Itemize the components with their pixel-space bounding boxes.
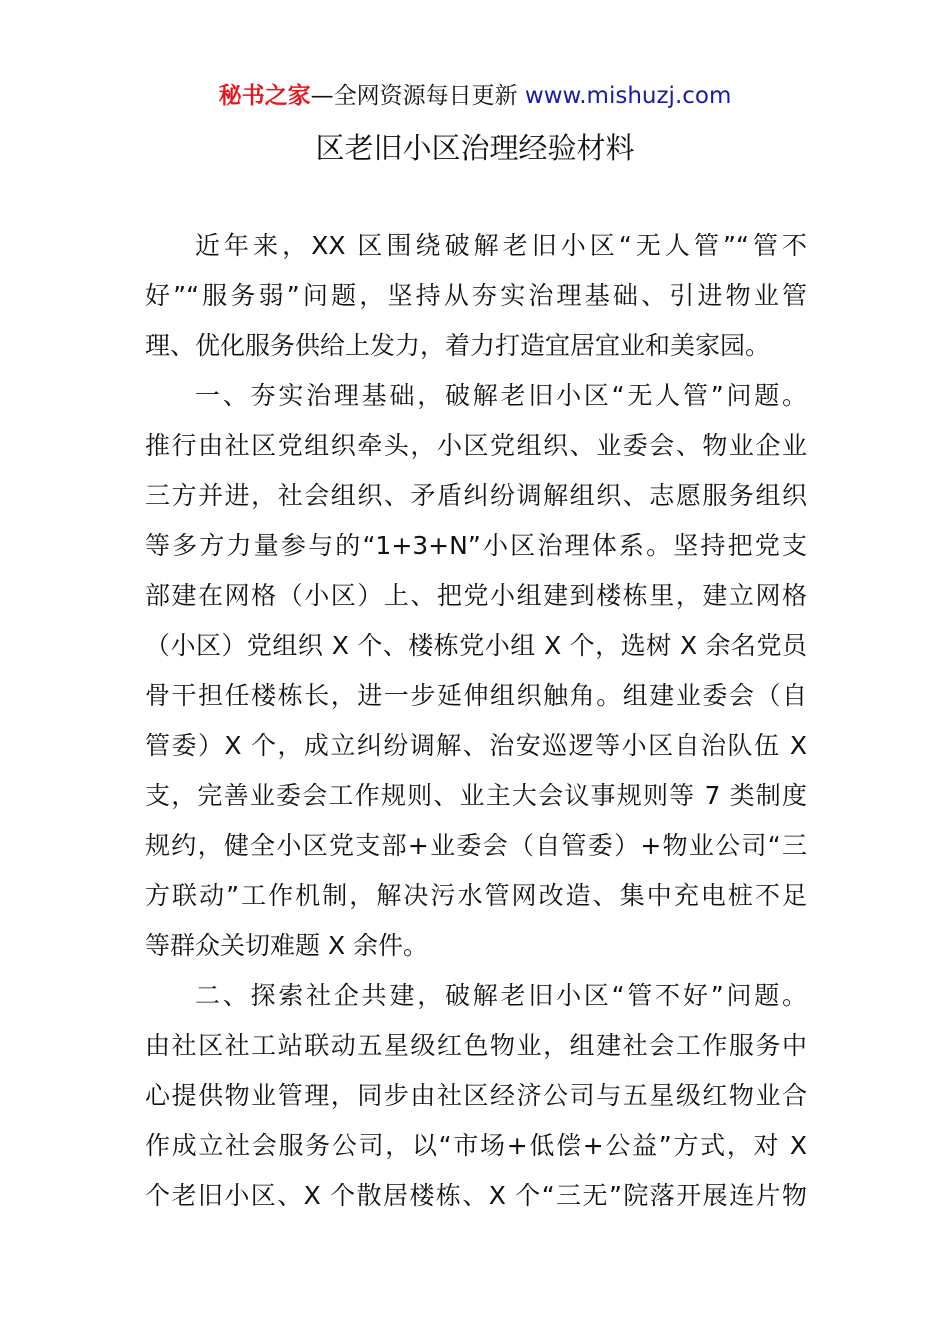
body-line: 作成立社会服务公司，以“市场+低偿+公益”方式，对 X xyxy=(145,1131,807,1160)
body-line: 近年来，XX 区围绕破解老旧小区“无人管”“管不 xyxy=(195,231,807,260)
body-line: 方联动”工作机制，解决污水管网改造、集中充电桩不足 xyxy=(145,881,807,910)
section-heading: 二、探索社企共建，破解老旧小区“管不好”问题。 xyxy=(195,981,807,1010)
body-line: 个老旧小区、X 个散居楼栋、X 个“三无”院落开展连片物 xyxy=(145,1181,807,1210)
site-brand: 秘书之家 xyxy=(218,83,311,109)
body-line: 推行由社区党组织牵头，小区党组织、业委会、物业企业 xyxy=(145,431,807,460)
body-line: 骨干担任楼栋长，进一步延伸组织触角。组建业委会（自 xyxy=(145,681,807,710)
body-line: （小区）党组织 X 个、楼栋党小组 X 个，选树 X 余名党员 xyxy=(145,631,807,660)
body-line: 好”“服务弱”问题，坚持从夯实治理基础、引进物业管 xyxy=(145,281,807,310)
document-title: 区老旧小区治理经验材料 xyxy=(315,131,635,165)
body-line: 心提供物业管理，同步由社区经济公司与五星级红物业合 xyxy=(145,1081,807,1110)
body-line: 由社区社工站联动五星级红色物业，组建社会工作服务中 xyxy=(145,1031,807,1060)
site-url-link[interactable]: www.mishuzj.com xyxy=(524,83,732,109)
section-heading: 一、夯实治理基础，破解老旧小区“无人管”问题。 xyxy=(195,381,807,410)
body-line: 支，完善业委会工作规则、业主大会议事规则等 7 类制度 xyxy=(145,781,807,810)
site-header xyxy=(0,80,950,112)
body-line: 理、优化服务供给上发力，着力打造宜居宜业和美家园。 xyxy=(145,331,771,360)
body-line: 管委）X 个，成立纠纷调解、治安巡逻等小区自治队伍 X xyxy=(145,731,807,760)
body-line: 三方并进，社会组织、矛盾纠纷调解组织、志愿服务组织 xyxy=(145,481,807,510)
body-line: 等群众关切难题 X 余件。 xyxy=(145,931,429,960)
site-tagline: —全网资源每日更新 xyxy=(310,83,525,109)
body-line: 规约，健全小区党支部+业委会（自管委）+物业公司“三 xyxy=(145,831,807,860)
body-line: 等多方力量参与的“1+3+N”小区治理体系。坚持把党支 xyxy=(145,531,807,560)
body-line: 部建在网格（小区）上、把党小组建到楼栋里，建立网格 xyxy=(145,581,807,610)
